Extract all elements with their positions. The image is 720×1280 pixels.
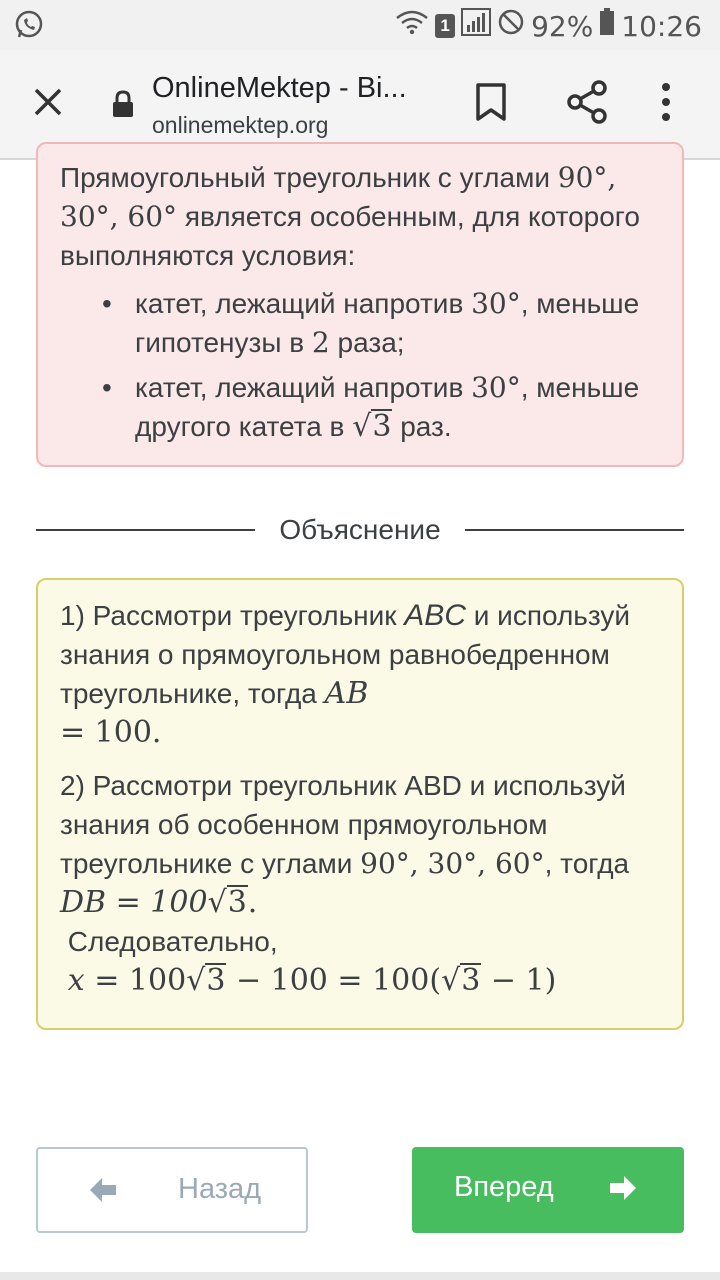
- status-bar: [0, 0, 720, 50]
- item1-mid: , меньше гипотенузы в: [135, 288, 640, 358]
- page-url[interactable]: onlinemektep.org: [152, 112, 329, 138]
- rule-intro-pre: Прямоугольный треугольник с углами: [60, 162, 558, 193]
- next-button-label: Вперед: [454, 1171, 554, 1203]
- whatsapp-icon: [14, 10, 44, 45]
- back-button[interactable]: [36, 1147, 308, 1233]
- back-button-label: Назад: [178, 1173, 262, 1205]
- conclusion-text: Следовательно,: [67, 926, 278, 957]
- close-icon[interactable]: [26, 80, 70, 124]
- step1-pre: 1) Рассмотри треугольник: [60, 600, 405, 631]
- final-root-1: 3: [206, 963, 226, 998]
- rule-intro: [60, 158, 660, 275]
- arrow-left-icon: [88, 1173, 118, 1212]
- wifi-icon: [395, 9, 429, 43]
- explanation-step-1: [60, 596, 660, 752]
- next-button[interactable]: [412, 1147, 684, 1233]
- step1-value: = 100.: [60, 715, 162, 750]
- explanation-divider: [36, 512, 684, 548]
- content-area: [0, 162, 720, 1272]
- divider-line-left: [36, 529, 255, 531]
- rule-intro-post: является особенным, для которого выполняются условия:: [60, 201, 640, 271]
- item2-angle: 30°: [471, 371, 521, 404]
- item2-num: 3: [372, 409, 392, 444]
- signal-icon: [461, 8, 491, 44]
- item2-post: раз.: [392, 411, 452, 442]
- lock-icon: [112, 90, 134, 123]
- final-b: − 100 = 100(: [226, 963, 442, 998]
- step2-math-lhs: DB = 100: [60, 885, 208, 920]
- explanation-box: [36, 578, 684, 1030]
- rule-box: [36, 142, 684, 467]
- item1-pre: катет, лежащий напротив: [135, 288, 472, 319]
- sqrt-symbol: √3: [186, 963, 226, 998]
- sqrt-symbol: √3: [441, 963, 481, 998]
- step2-math-end: .: [247, 885, 258, 920]
- step2-mid: , тогда: [544, 848, 630, 879]
- step1-triangle: ABC: [404, 599, 466, 632]
- bottom-strip: [0, 1272, 720, 1280]
- bookmark-icon[interactable]: [474, 82, 508, 127]
- final-root-2: 3: [461, 963, 481, 998]
- step2-pre: 2) Рассмотри треугольник ABD и используй знания об особенном прямоугольном треугольнике с углами: [60, 770, 626, 879]
- bullet-icon: •: [102, 288, 112, 319]
- bullet-icon: •: [102, 372, 112, 403]
- notification-badge-icon: [435, 14, 455, 38]
- step2-angles: 90°, 30°, 60°: [360, 847, 545, 880]
- arrow-right-icon: [608, 1171, 638, 1210]
- more-options-icon[interactable]: [660, 82, 672, 127]
- list-item: [60, 368, 660, 446]
- final-a: = 100: [84, 963, 187, 998]
- page-title[interactable]: OnlineMektep - Bi...: [152, 72, 407, 104]
- sqrt-symbol: √3: [207, 885, 247, 920]
- step2-math-root: 3: [227, 885, 247, 920]
- item1-num: 2: [311, 326, 330, 359]
- rule-angles: 90°, 30°, 60°: [60, 161, 617, 233]
- step1-mid: и используй знания о прямоугольном равнобедренном треугольнике, тогда: [60, 600, 631, 709]
- dnd-icon: [497, 8, 525, 44]
- rule-list: [60, 284, 660, 446]
- step1-math: AB: [324, 676, 369, 711]
- final-c: − 1): [481, 963, 557, 998]
- explanation-step-2: [60, 766, 660, 1000]
- item1-post: раза;: [329, 327, 405, 358]
- list-item: [60, 284, 660, 362]
- item2-pre: катет, лежащий напротив: [135, 372, 472, 403]
- divider-label: Объяснение: [279, 514, 441, 545]
- divider-line-right: [465, 529, 684, 531]
- item2-mid: , меньше другого катета в: [135, 372, 640, 442]
- share-icon[interactable]: [566, 80, 608, 129]
- notification-count: 1: [440, 16, 450, 35]
- sqrt-symbol: √3: [352, 409, 392, 444]
- battery-percent: 92%: [531, 9, 594, 43]
- final-x: x: [67, 963, 85, 998]
- item1-angle: 30°: [471, 287, 521, 320]
- battery-icon: [599, 8, 615, 44]
- clock: 10:26: [621, 9, 702, 43]
